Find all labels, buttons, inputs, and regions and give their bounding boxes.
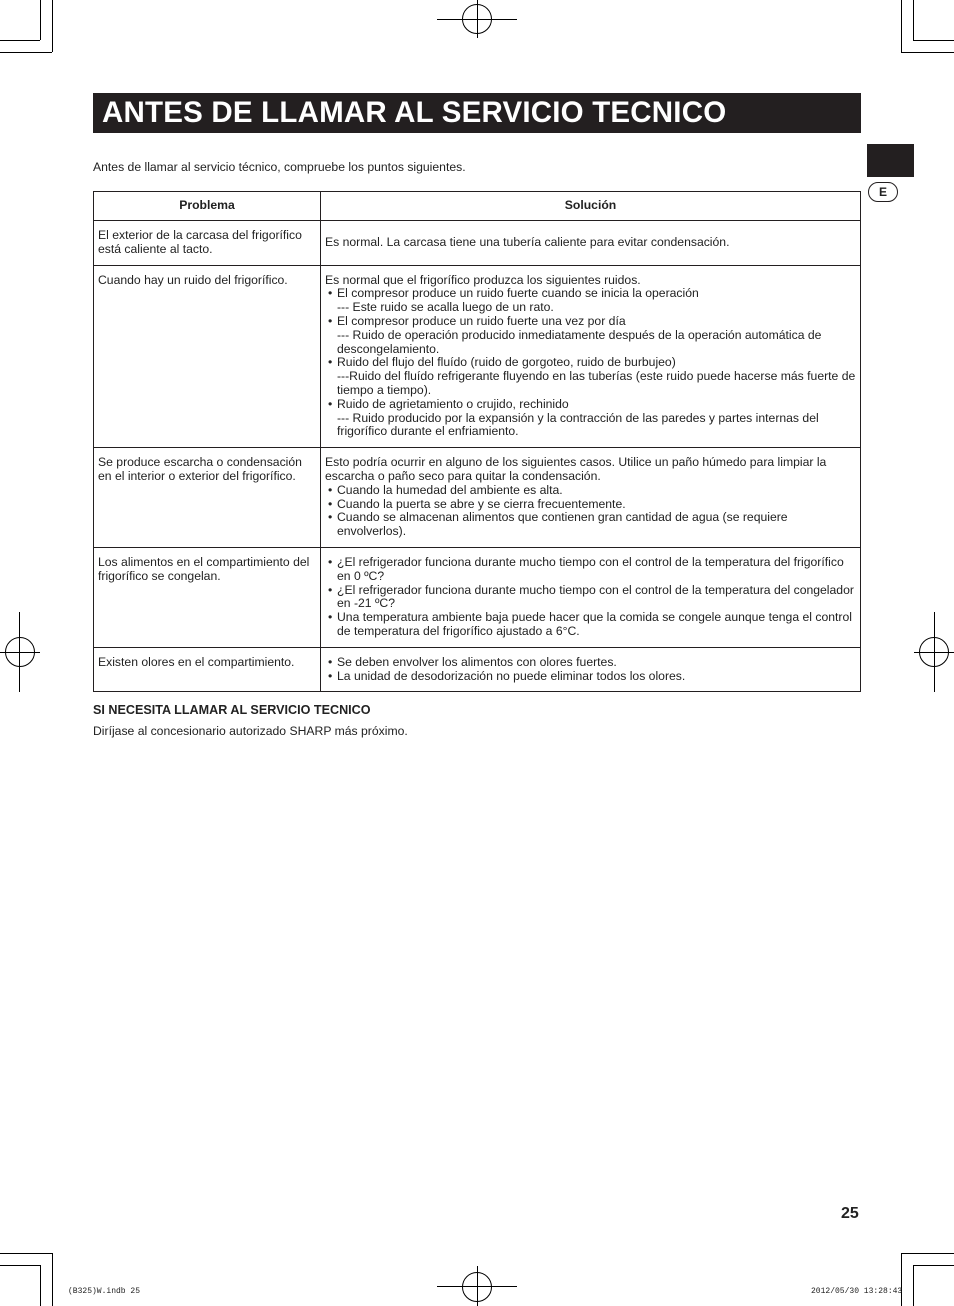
solution-cell	[321, 448, 861, 548]
crop-mark-bottom-left-v	[40, 1265, 41, 1306]
troubleshooting-table	[93, 191, 861, 692]
crop-mark-bottom-right-v2	[901, 1253, 902, 1306]
header-problem: Problema	[94, 192, 321, 221]
list-item: • ¿El refrigerador funciona durante mucho tiempo con el control de la temperatura del frigorífico en 0 ºC?	[325, 556, 856, 584]
table-header-row	[94, 192, 861, 221]
service-section-text: Diríjase al concesionario autorizado SHARP más próximo.	[93, 724, 408, 738]
registration-mark-bottom-v	[477, 1266, 478, 1306]
list-item: • Cuando la humedad del ambiente es alta.	[325, 484, 856, 498]
crop-mark-top-left-v	[40, 0, 41, 40]
intro-text: Antes de llamar al servicio técnico, compruebe los puntos siguientes.	[93, 160, 466, 174]
service-section-title: SI NECESITA LLAMAR AL SERVICIO TECNICO	[93, 703, 371, 717]
language-badge: E	[868, 182, 898, 202]
registration-mark-right-v	[934, 612, 935, 692]
list-item: • Se deben envolver los alimentos con olores fuertes.	[325, 656, 856, 670]
header-solution: Solución	[321, 192, 861, 221]
footer-timestamp: 2012/05/30 13:28:43	[811, 1287, 903, 1296]
solution-lead: Es normal que el frigorífico produzca los siguientes ruidos.	[325, 272, 641, 287]
crop-mark-top-right-v2	[901, 0, 902, 52]
registration-mark-left-v	[19, 612, 20, 692]
registration-mark-top-v	[477, 0, 478, 38]
solution-list	[325, 656, 856, 684]
solution-cell	[321, 547, 861, 647]
footer-file: (B325)W.indb 25	[68, 1287, 141, 1296]
problem-cell: El exterior de la carcasa del frigorífico está caliente al tacto.	[94, 221, 321, 266]
crop-mark-top-left-h2	[0, 52, 52, 53]
crop-mark-top-right-h2	[901, 52, 954, 53]
solution-cell	[321, 265, 861, 448]
table-row	[94, 647, 861, 692]
list-item: • Cuando se almacenan alimentos que contienen gran cantidad de agua (se requiere envolverlos).	[325, 511, 856, 539]
table-row	[94, 265, 861, 448]
problem-cell: Existen olores en el compartimiento.	[94, 647, 321, 692]
crop-mark-top-right-h	[913, 40, 954, 41]
problem-cell: Cuando hay un ruido del frigorífico.	[94, 265, 321, 448]
list-item: • El compresor produce un ruido fuerte una vez por día --- Ruido de operación producido inmediatamente después de la operación automática de descongelamiento.	[325, 315, 856, 356]
table-row	[94, 547, 861, 647]
list-item: • Ruido del flujo del fluído (ruido de gorgoteo, ruido de burbujeo) ---Ruido del fluído refrigerante fluyendo en las tuberías (este ruido puede hacerse más fuerte de tiempo a tiempo).	[325, 356, 856, 397]
problem-cell: Los alimentos en el compartimiento del frigorífico se congelan.	[94, 547, 321, 647]
list-item: • La unidad de desodorización no puede eliminar todos los olores.	[325, 670, 856, 684]
solution-list	[325, 556, 856, 639]
list-item: • Ruido de agrietamiento o crujido, rechinido --- Ruido producido por la expansión y la contracción de las paredes y partes internas del frigorífico durante el enfriamiento.	[325, 398, 856, 439]
table-row	[94, 221, 861, 266]
crop-mark-top-right-v	[913, 0, 914, 40]
solution-cell	[321, 647, 861, 692]
crop-mark-bottom-left-h	[0, 1265, 40, 1266]
crop-mark-top-left-v2	[52, 0, 53, 52]
list-item: • ¿El refrigerador funciona durante mucho tiempo con el control de la temperatura del congelador en -21 ºC?	[325, 584, 856, 612]
crop-mark-top-left-h	[0, 40, 40, 41]
solution-lead: Es normal. La carcasa tiene una tubería caliente para evitar condensación.	[325, 234, 730, 249]
crop-mark-bottom-right-h	[913, 1265, 954, 1266]
page-title: ANTES DE LLAMAR AL SERVICIO TECNICO	[93, 93, 861, 133]
solution-lead: Esto podría ocurrir en alguno de los siguientes casos. Utilice un paño húmedo para limpiar la escarcha o paño seco para quitar la condensación.	[325, 455, 827, 483]
list-item: • Una temperatura ambiente baja puede hacer que la comida se congele aunque tenga el control de temperatura del frigorífico ajustado a 6°C.	[325, 611, 856, 639]
solution-cell	[321, 221, 861, 266]
solution-list	[325, 287, 856, 439]
crop-mark-bottom-right-v	[913, 1265, 914, 1306]
problem-cell: Se produce escarcha o condensación en el interior o exterior del frigorífico.	[94, 448, 321, 548]
crop-mark-bottom-left-h2	[0, 1253, 52, 1254]
solution-list	[325, 484, 856, 539]
list-item: • Cuando la puerta se abre y se cierra frecuentemente.	[325, 498, 856, 512]
table-row	[94, 448, 861, 548]
list-item: • El compresor produce un ruido fuerte cuando se inicia la operación --- Este ruido se acalla luego de un rato.	[325, 287, 856, 315]
crop-mark-bottom-left-v2	[52, 1253, 53, 1306]
crop-mark-bottom-right-h2	[901, 1253, 954, 1254]
page-number: 25	[841, 1205, 859, 1222]
section-tab	[867, 144, 914, 177]
registration-mark-left-h	[0, 652, 40, 653]
